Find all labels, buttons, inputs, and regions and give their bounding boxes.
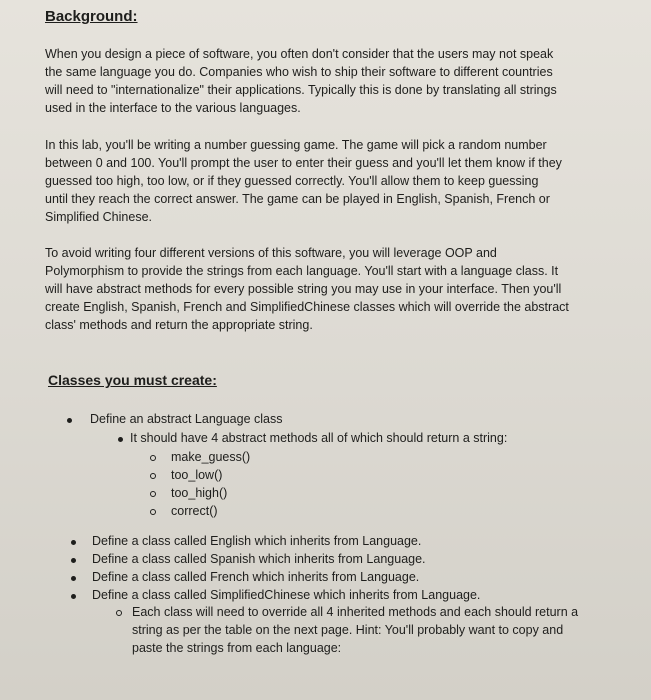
define-class-item: Define a class called English which inherits from Language. [92, 534, 422, 548]
override-note [132, 603, 578, 657]
bullet-circle-icon [150, 509, 156, 515]
text-line: guessed too high, too low, or if they guessed correctly. You'll allow them to keep guessing [45, 174, 539, 188]
text-line: will have abstract methods for every possible string you may use in your interface. Then you'll [45, 282, 562, 296]
text-line: paste the strings from each language: [132, 641, 342, 655]
bullet-circle-icon [116, 610, 122, 616]
background-heading: Background: [45, 8, 138, 25]
classes-heading: Classes you must create: [48, 372, 217, 388]
bullet-circle-icon [150, 473, 156, 479]
bullet-dot-icon [67, 418, 72, 423]
text-line: used in the interface to the various languages. [45, 101, 301, 115]
bullet-dot-icon [71, 540, 76, 545]
text-line: create English, Spanish, French and SimplifiedChinese classes which will override the abstract [45, 300, 569, 314]
define-class-item: Define a class called SimplifiedChinese which inherits from Language. [92, 588, 481, 602]
paragraph-oop [45, 244, 610, 334]
text-line: between 0 and 100. You'll prompt the user to enter their guess and you'll let them know if they [45, 156, 562, 170]
paragraph-intro [45, 45, 610, 117]
bullet-dot-icon [71, 576, 76, 581]
abstract-methods-item: It should have 4 abstract methods all of which should return a string: [130, 431, 508, 445]
bullet-dot-icon [118, 437, 123, 442]
bullet-dot-icon [71, 594, 76, 599]
method-item: too_high() [171, 486, 228, 500]
method-item: too_low() [171, 468, 223, 482]
text-line: Each class will need to override all 4 inherited methods and each should return a [132, 605, 579, 619]
text-line: until they reach the correct answer. The game can be played in English, Spanish, French or [45, 192, 550, 206]
text-line: In this lab, you'll be writing a number guessing game. The game will pick a random number [45, 138, 547, 152]
define-class-item: Define a class called French which inherits from Language. [92, 570, 420, 584]
text-line: Simplified Chinese. [45, 210, 152, 224]
bullet-dot-icon [71, 558, 76, 563]
bullet-circle-icon [150, 491, 156, 497]
abstract-class-item: Define an abstract Language class [90, 412, 283, 426]
method-item: correct() [171, 504, 218, 518]
text-line: To avoid writing four different versions of this software, you will leverage OOP and [45, 246, 497, 260]
text-line: When you design a piece of software, you often don't consider that the users may not speak [45, 47, 554, 61]
method-item: make_guess() [171, 450, 251, 464]
text-line: string as per the table on the next page. Hint: You'll probably want to copy and [132, 623, 564, 637]
bullet-circle-icon [150, 455, 156, 461]
paragraph-game [45, 136, 610, 226]
text-line: Polymorphism to provide the strings from each language. You'll start with a language class. It [45, 264, 559, 278]
text-line: will need to "internationalize" their applications. Typically this is done by translating all strings [45, 83, 557, 97]
text-line: the same language you do. Companies who wish to ship their software to different countries [45, 65, 553, 79]
define-class-item: Define a class called Spanish which inherits from Language. [92, 552, 426, 566]
text-line: class' methods and return the appropriate string. [45, 318, 313, 332]
